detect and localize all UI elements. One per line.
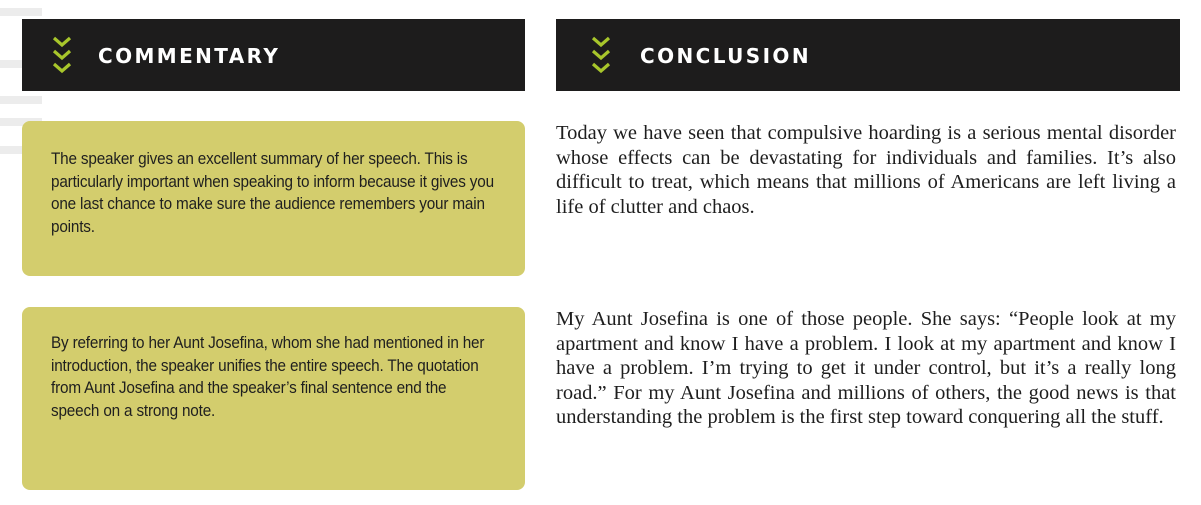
- commentary-header: [22, 19, 525, 91]
- page-edge-mark: [0, 146, 22, 154]
- triple-chevron-down-icon: [51, 33, 73, 77]
- page-edge-mark: [0, 60, 22, 68]
- conclusion-paragraph: My Aunt Josefina is one of those people. She says: “People look at my apartment and know I have a problem. I look at my apartment and know I have a problem. I’m trying to get it under control, but it’s a really long road.” For my Aunt Josefina and millions of others, the good news is that understanding the problem is the first step toward conquering all the stuff.: [556, 308, 1176, 428]
- conclusion-header: [556, 19, 1180, 91]
- commentary-callout: [22, 307, 525, 490]
- commentary-heading: COMMENTARY: [98, 44, 281, 68]
- commentary-callout: [22, 121, 525, 276]
- triple-chevron-down-icon: [590, 33, 612, 77]
- commentary-text: The speaker gives an excellent summary of her speech. This is particularly important when speaking to inform because it gives you one last chance to make sure the audience remembers your main points.: [51, 149, 494, 236]
- page-edge-mark: [0, 8, 42, 16]
- conclusion-heading: CONCLUSION: [640, 44, 811, 68]
- commentary-text: By referring to her Aunt Josefina, whom she had mentioned in her introduction, the speaker unifies the entire speech. The quotation from Aunt Josefina and the speaker’s final sentence end the speech on a strong note.: [51, 333, 485, 420]
- conclusion-paragraph: Today we have seen that compulsive hoarding is a serious mental disorder whose effects can be devastating for individuals and families. It’s also difficult to treat, which means that millions of Americans are left living a life of clutter and chaos.: [556, 122, 1176, 218]
- page-edge-mark: [0, 96, 42, 104]
